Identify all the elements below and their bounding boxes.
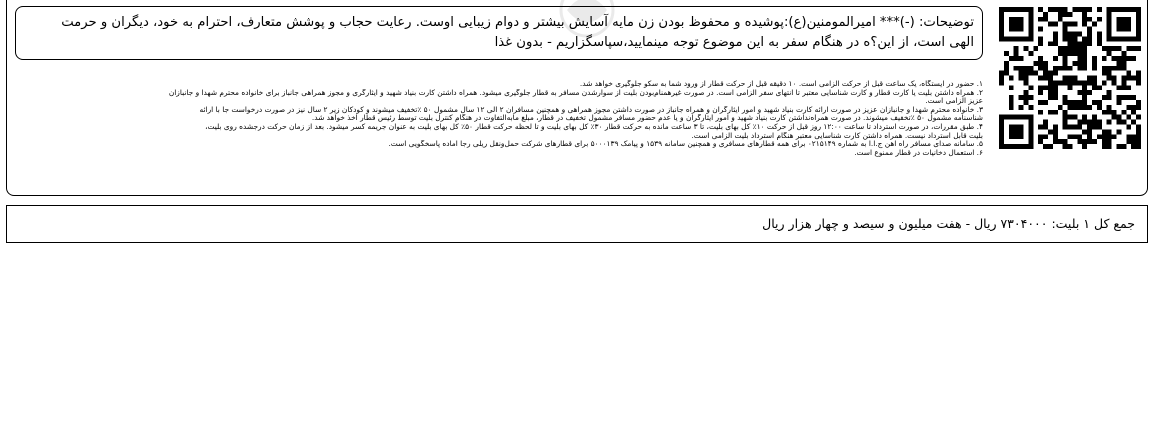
description-line-1: توضیحات: (-)*** امیرالمومنین(ع):پوشیده و محفوظ بودن زن مایه آسایش بیشتر و دوام زیبایی اوست. رعایت حجاب و پوشش متعارف، احترام به خود، دیگران و حرمت (61, 15, 974, 30)
rule-item: ۵. سامانه صدای مسافر راه آهن ج.ا.ا به شماره ۰۲۱۵۱۴۹ برای همه قطارهای مسافری و همچنین سامانه ۱۵۳۹ و پیامک ۵۰۰۰۱۳۹ برای قطارهای شرکت حمل‌ونقل ریلی رجا آماده پاسخگویی است. (388, 140, 983, 149)
qr-code (999, 4, 1141, 152)
total-price-text: جمع کل ۱ بلیت: ۷۳۰۴۰۰۰ ریال - هفت میلیون و سیصد و چهار هزار ریال (762, 216, 1135, 231)
rule-item: ۱. حضور در ایستگاه، یک ساعت قبل از حرکت الزامی است. ۱۰ دقیقه قبل از حرکت قطار از ورود شما به سکو جلوگیری خواهد شد. (579, 80, 983, 88)
rule-item: بلیت قابل استرداد نیست. همراه داشتن کارت شناسایی معتبر هنگام استرداد بلیت الزامی است. (691, 131, 983, 140)
rule-item: ۶. استعمال دخانیات در قطار ممنوع است. (854, 148, 983, 157)
rule-item: ۳. خانواده محترم شهدا و جانبازان عزیز در صورت ارائه کارت بنیاد شهید و امور ایثارگران و همراه جانباز در صورت داشتن مجوز همراهی و همچنین مسافران ۲ الی ۱۲ سال مشمول ۵۰ ٪تخفیف میشوند و کودکان زیر ۲ سال نیز در صورت درخواست جا با ارائه (199, 105, 983, 114)
description-box (15, 6, 983, 60)
rule-item: ۴. طبق مقررات، در صورت استرداد تا ساعت ۱۲:۰۰ روز قبل از حرکت ۱۰٪ کل بهای بلیت، تا ۳ ساعت مانده به حرکت قطار ۳۰٪ کل بهای بلیت و تا لحظه حرکت قطار ۵۰٪ کل بهای بلیت به عنوان جریمه کسر میشود. بعد از زمان حرکت درجشده روی بلیت، (205, 122, 983, 131)
description-line-2: الهی است، از این؟ه در هنگام سفر به این موضوع توجه مینمایید،سپاسگزاریم - بدون غذا (494, 35, 974, 50)
rules-list (11, 80, 983, 157)
ticket-info-card (6, 0, 1148, 196)
rule-item: ۲. همراه داشتن بلیت یا کارت قطار و کارت شناسایی معتبر تا انتهای سفر الزامی است. در صورت غیرهمنام‌بودن بلیت از سوارشدن مسافر به قطار جلوگیری میشود. همراه داشتن کارت بنیاد شهید و ایثارگری و مجوز همراهی جانباز برای خانواده محترم شهدا و جانبازان (168, 88, 983, 97)
total-price-box (6, 205, 1148, 243)
rule-item: شناسنامه مشمول ۵۰ ٪تخفیف میشوند. در صورت همراه‌نداشتن کارت بنیاد شهید و امور ایثارگران و یا عدم حضور مسافر مشمول تخفیف در قطار، مبلغ مابه‌التفاوت در هنگام کنترل بلیت توسط رئیس قطار اخذ خواهد شد. (311, 114, 983, 123)
rule-item: عزیز الزامی است. (925, 97, 983, 106)
